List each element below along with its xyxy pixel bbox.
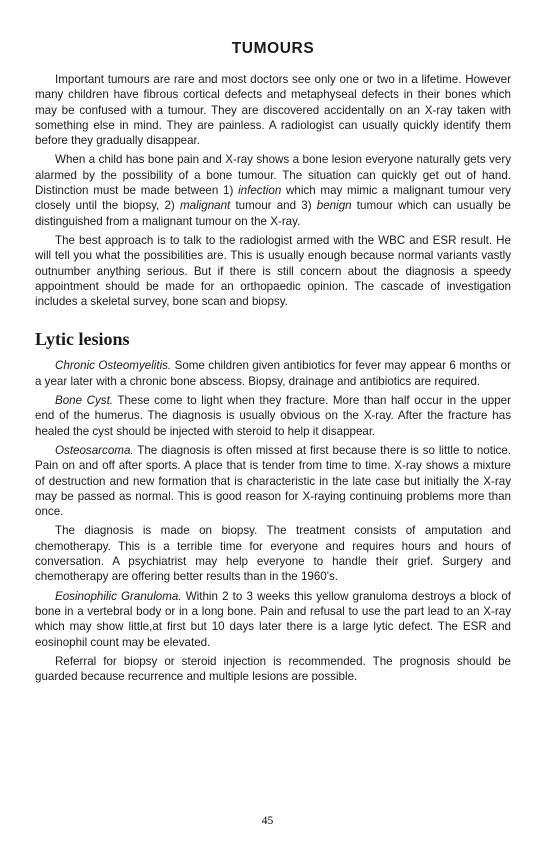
text-run: tumour and 3) <box>230 199 317 213</box>
lytic-paragraph <box>35 589 511 650</box>
intro-paragraph <box>35 152 511 228</box>
italic-text: Osteosarcoma. <box>55 443 134 457</box>
page-title: TUMOURS <box>231 40 315 57</box>
text-run: which may mimic a malignant tumour very closely until the biopsy, 2) <box>35 184 511 213</box>
text-run: Within 2 to 3 weeks this yellow granuloma destroys a block of bone in a vertebral body or in a long bone. Pain and refusal to use the part lead to an X-ray which may show little,at first but 10 days later there is a large lytic defect. The ESR and eosinophil count may be elevated. <box>35 589 511 649</box>
text-run: Referral for biopsy or steroid injection is recommended. The prognosis should be guarded because recurrence and multiple lesions are possible. <box>35 654 511 684</box>
text-run: These come to light when they fracture. More than half occur in the upper end of the humerus. The diagnosis is usually obvious on the X-ray. After the fracture has healed the cyst should be injected with steroid to help it disappear. <box>35 394 511 438</box>
lytic-paragraph <box>35 443 511 519</box>
section-title: Lytic lesions <box>35 329 130 350</box>
lytic-paragraph <box>35 393 511 439</box>
lytic-paragraph <box>35 523 511 584</box>
text-run: Important tumours are rare and most doctors see only one or two in a lifetime. However many children have fibrous cortical defects and metaphyseal defects in their bones which may be confused with a tumour. They are discovered accidentally on an X-ray taken with something else in mind. They are painless. A radiologist can usually quickly identify them before they gradually disappear. <box>35 73 511 148</box>
text-run: tumour which can usually be distinguished from a malignant tumour on the X-ray. <box>35 199 511 228</box>
text-run: The diagnosis is often missed at first because there is so little to notice. Pain on and off after sports. A place that is tender from time to time. X-ray shows a mixture of destruction and new formation that is characteristic in the late case but initially the X-ray may be passed as normal. This is good reason for X-raying continuing problems more than once. <box>35 443 511 519</box>
text-run: Some children given antibiotics for fever may appear 6 months or a year later with a chronic bone abscess. Biopsy, drainage and antibiotics are required. <box>35 359 511 388</box>
text-run: The diagnosis is made on biopsy. The treatment consists of amputation and chemotherapy. This is a terrible time for everyone and requires hours and hours of conversation. A psychiatrist may help everyone to handle their grief. Surgery and chemotherapy are offering better results than in the 1960's. <box>35 524 511 584</box>
italic-text: Bone Cyst. <box>55 394 114 408</box>
italic-text: benign <box>316 199 352 213</box>
intro-section <box>35 72 511 309</box>
text-run: The best approach is to talk to the radiologist armed with the WBC and ESR result. He will tell you what the possibilities are. This is usually enough because normal variants vastly outnumber anything serious. But if there is still concern about the diagnosis a speedy appointment should be made for an orthopaedic opinion. The cascade of investigation includes a skeletal survey, bone scan and biopsy. <box>35 233 511 309</box>
intro-paragraph <box>35 72 511 148</box>
intro-paragraph <box>35 233 511 309</box>
italic-text: Eosinophilic Granuloma. <box>55 589 182 603</box>
italic-text: infection <box>238 184 282 198</box>
page-number: 45 <box>261 815 274 827</box>
italic-text: malignant <box>179 199 231 213</box>
italic-text: Chronic Osteomyelitis. <box>55 359 172 373</box>
lytic-section <box>35 358 511 684</box>
text-run: When a child has bone pain and X-ray shows a bone lesion everyone naturally gets very alarmed by the possibility of a bone tumour. The situation can quickly get out of hand. Distinction must be made between 1) <box>35 153 511 198</box>
lytic-paragraph <box>35 358 511 389</box>
lytic-paragraph <box>35 654 511 685</box>
